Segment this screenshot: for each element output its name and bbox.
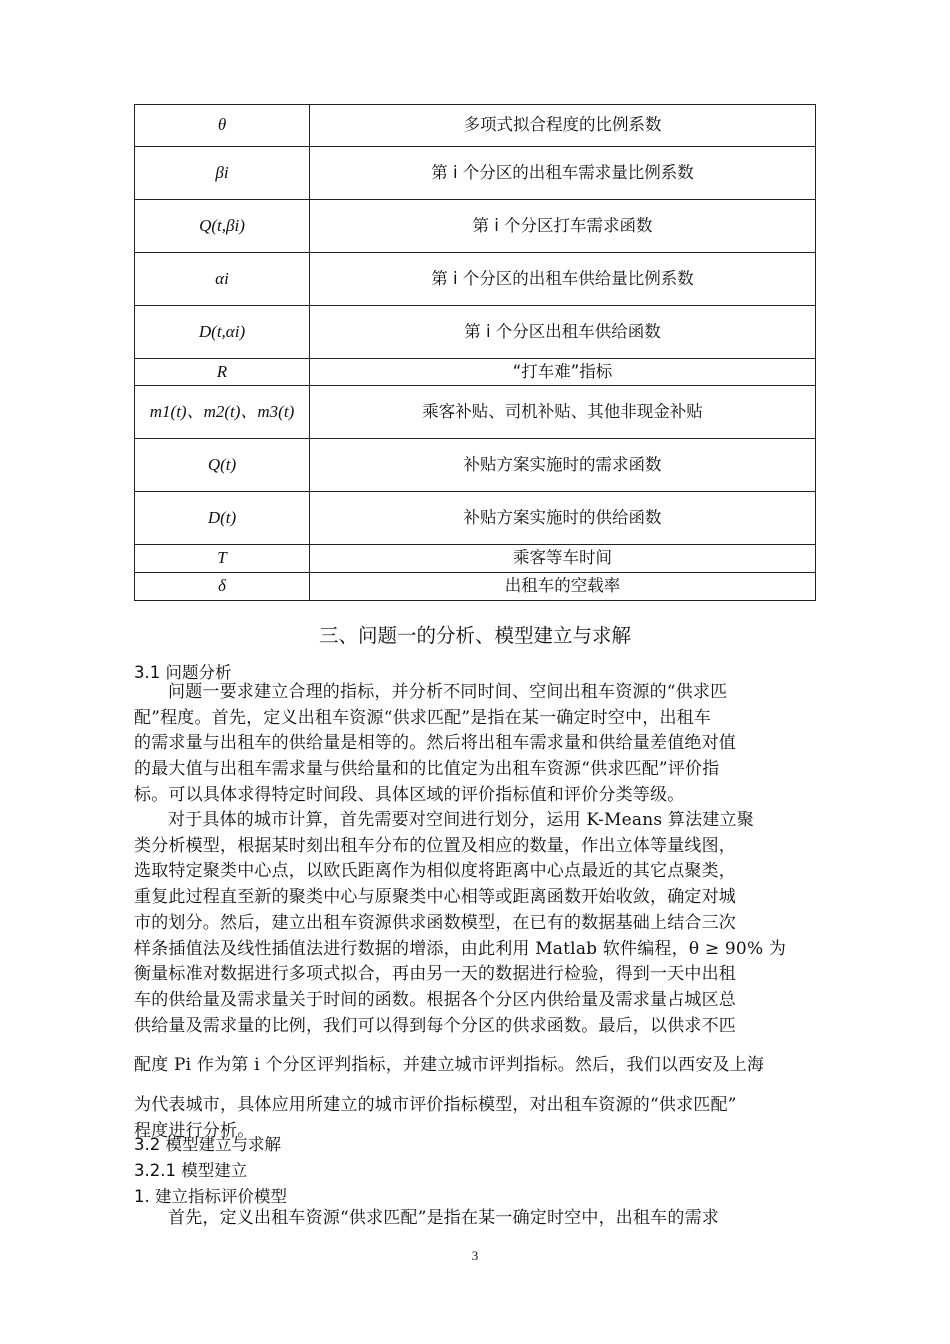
text-line: 程度进行分析。 (134, 1120, 255, 1141)
text-line: 类分析模型，根据某时刻出租车分布的位置及相应的数量，作出立体等量线图， (134, 835, 736, 856)
meaning-cell: 乘客补贴、司机补贴、其他非现金补贴 (310, 386, 816, 439)
text-line: 配”程度。首先，定义出租车资源“供求匹配”是指在某一确定时空中，出租车 (134, 707, 712, 728)
meaning-cell: 补贴方案实施时的供给函数 (310, 492, 816, 545)
symbol-cell: Q(t) (135, 439, 310, 492)
table-row (135, 200, 816, 253)
text-line: 首先，定义出租车资源“供求匹配”是指在某一确定时空中，出租车的需求 (168, 1208, 719, 1228)
meaning-cell: 多项式拟合程度的比例系数 (310, 105, 816, 147)
symbol-cell: Q(t,βi) (135, 200, 310, 253)
list-item-1: 1. 建立指标评价模型 (134, 1187, 287, 1206)
table-row (135, 359, 816, 386)
table-row (135, 306, 816, 359)
text-line: 衡量标准对数据进行多项式拟合，再由另一天的数据进行检验，得到一天中出租 (134, 964, 736, 985)
text-line: 配度 Pi 作为第 i 个分区评判指标，并建立城市评判指标。然后，我们以西安及上海 (134, 1055, 765, 1076)
table-row (135, 105, 816, 147)
meaning-cell: 补贴方案实施时的需求函数 (310, 439, 816, 492)
subsection-3-1: 3.1 问题分析 (134, 663, 232, 682)
section-title: 三、问题一的分析、模型建立与求解 (318, 624, 631, 647)
symbol-cell: R (135, 359, 310, 386)
paragraph-2 (134, 808, 816, 1144)
text-line: 供给量及需求量的比例，我们可以得到每个分区的供求函数。最后，以供求不匹 (134, 1015, 736, 1036)
symbol-cell: D(t,αi) (135, 306, 310, 359)
page-number: 3 (471, 1248, 479, 1263)
subsection-3-2-1: 3.2.1 模型建立 (134, 1161, 248, 1180)
meaning-cell: 乘客等车时间 (310, 545, 816, 573)
text-line: 标。可以具体求得特定时间段、具体区域的评价指标值和评价分类等级。 (134, 784, 685, 805)
symbol-cell: αi (135, 253, 310, 306)
text-line: 样条插值法及线性插值法进行数据的增添，由此利用 Matlab 软件编程，θ ≥ 90% 为 (134, 938, 787, 959)
symbol-cell: βi (135, 147, 310, 200)
text-line: 重复此过程直至新的聚类中心与原聚类中心相等或距离函数开始收敛，确定对城 (134, 887, 736, 908)
subsection-3-2: 3.2 模型建立与求解 (134, 1135, 281, 1154)
table-row (135, 386, 816, 439)
table-row (135, 545, 816, 573)
text-line: 对于具体的城市计算，首先需要对空间进行划分，运用 K-Means 算法建立聚 (168, 810, 754, 830)
table-row (135, 573, 816, 601)
meaning-cell: 出租车的空载率 (310, 573, 816, 601)
table-row (135, 439, 816, 492)
text-line: 选取特定聚类中心点，以欧氏距离作为相似度将距离中心点最近的其它点聚类， (134, 861, 736, 882)
text-line: 的最大值与出租车需求量与供给量和的比值定为出租车资源“供求匹配”评价指 (134, 759, 720, 780)
paragraph-1 (134, 680, 816, 809)
text-line: 问题一要求建立合理的指标，并分析不同时间、空间出租车资源的“供求匹 (168, 682, 728, 702)
text-line: 的需求量与出租车的供给量是相等的。然后将出租车需求量和供给量差值绝对值 (134, 733, 736, 754)
meaning-cell: 第 i 个分区的出租车需求量比例系数 (310, 147, 816, 200)
symbol-table (134, 104, 816, 601)
symbol-cell: δ (135, 573, 310, 601)
symbol-cell: θ (135, 105, 310, 147)
meaning-cell: “打车难”指标 (310, 359, 816, 386)
paragraph-3 (134, 1206, 816, 1232)
table-row (135, 147, 816, 200)
text-line: 车的供给量及需求量关于时间的函数。根据各个分区内供给量及需求量占城区总 (134, 989, 736, 1010)
symbol-cell: T (135, 545, 310, 573)
symbol-cell: m1(t)、m2(t)、m3(t) (135, 386, 310, 439)
table-row (135, 492, 816, 545)
meaning-cell: 第 i 个分区打车需求函数 (310, 200, 816, 253)
meaning-cell: 第 i 个分区出租车供给函数 (310, 306, 816, 359)
text-line: 市的划分。然后，建立出租车资源供求函数模型，在已有的数据基础上结合三次 (134, 912, 736, 933)
table-row (135, 253, 816, 306)
meaning-cell: 第 i 个分区的出租车供给量比例系数 (310, 253, 816, 306)
text-line: 为代表城市，具体应用所建立的城市评价指标模型，对出租车资源的“供求匹配” (134, 1095, 737, 1116)
symbol-cell: D(t) (135, 492, 310, 545)
